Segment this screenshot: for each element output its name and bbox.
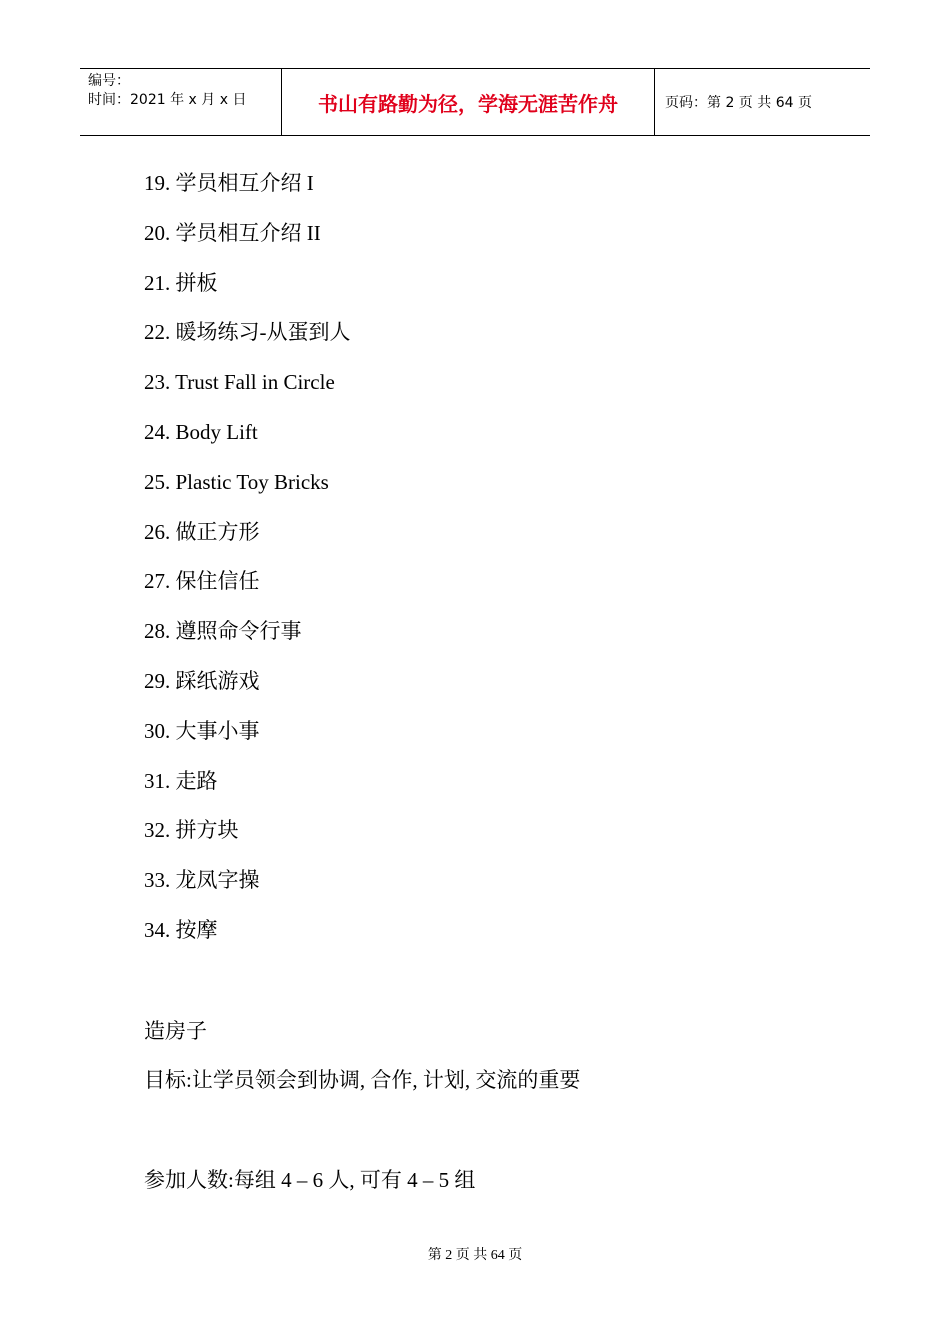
document-header — [80, 68, 870, 136]
list-item: 28. 遵照命令行事 — [144, 619, 302, 644]
header-page-info: 页码：第 2 页 共 64 页 — [665, 95, 812, 111]
list-item: 34. 按摩 — [144, 917, 218, 942]
list-item: 23. Trust Fall in Circle — [144, 370, 335, 395]
list-item: 31. 走路 — [144, 768, 218, 793]
list-item: 30. 大事小事 — [144, 718, 260, 743]
list-item: 19. 学员相互介绍 I — [144, 171, 314, 195]
header-meta — [80, 69, 282, 135]
list-item: 21. 拼板 — [144, 270, 218, 295]
list-item: 20. 学员相互介绍 II — [144, 220, 321, 245]
page-footer: 第 2 页 共 64 页 — [427, 1248, 523, 1263]
section-participants: 参加人数:每组 4 – 6 人, 可有 4 – 5 组 — [144, 1168, 476, 1192]
list-item: 27. 保住信任 — [144, 569, 260, 594]
header-number-label: 编号： — [88, 73, 130, 89]
header-date: 时间：2021 年 x 月 x 日 — [88, 92, 247, 108]
list-item: 29. 踩纸游戏 — [144, 668, 260, 693]
list-item: 32. 拼方块 — [144, 818, 239, 843]
header-motto: 书山有路勤为径，学海无涯苦作舟 — [282, 69, 655, 135]
section-title: 造房子 — [144, 1019, 207, 1043]
list-item: 22. 暖场练习-从蛋到人 — [144, 320, 351, 345]
section-goal: 目标:让学员领会到协调, 合作, 计划, 交流的重要 — [144, 1068, 581, 1092]
list-item: 33. 龙凤字操 — [144, 868, 260, 893]
activity-list — [144, 168, 351, 965]
list-item: 24. Body Lift — [144, 419, 258, 444]
list-item: 26. 做正方形 — [144, 519, 260, 544]
list-item: 25. Plastic Toy Bricks — [144, 469, 329, 494]
